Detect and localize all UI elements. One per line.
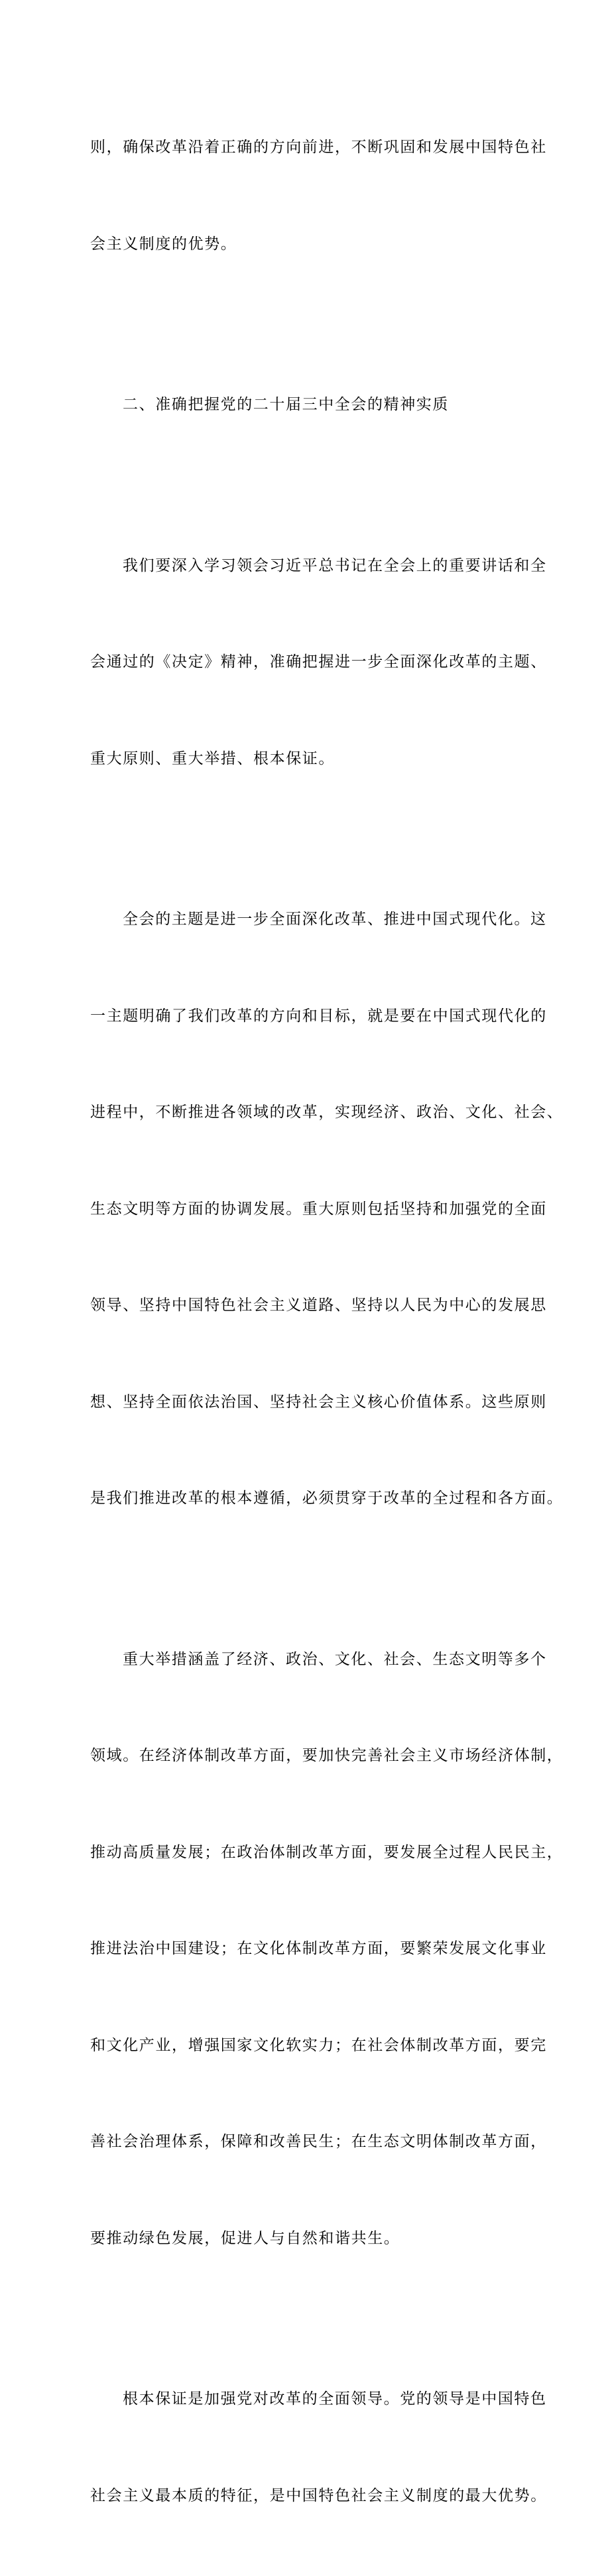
text-line: 要推动绿色发展，促进人与自然和谐共生。 (90, 2229, 400, 2247)
text-line: 全会的主题是进一步全面深化改革、推进中国式现代化。这 (123, 911, 547, 928)
text-line: 社会主义最本质的特征，是中国特色社会主义制度的最大优势。 (90, 2486, 547, 2504)
text-line: 一主题明确了我们改革的方向和目标，就是要在中国式现代化的 (90, 1007, 547, 1025)
text-line: 推进法治中国建设；在文化体制改革方面，要繁荣发展文化事业 (90, 1940, 547, 1957)
text-line: 推动高质量发展；在政治体制改革方面，要发展全过程人民民主， (90, 1843, 564, 1861)
paragraph-measures (90, 1579, 564, 2319)
paragraph-study (90, 485, 547, 840)
text-line: 根本保证是加强党对改革的全面领导。党的领导是中国特色 (123, 2390, 547, 2408)
paragraph-theme (90, 839, 564, 1579)
text-line: 会主义制度的优势。 (90, 235, 237, 253)
text-line: 则，确保改革沿着正确的方向前进，不断巩固和发展中国特色社 (90, 139, 547, 156)
document-body (90, 67, 564, 2576)
text-line: 会通过的《决定》精神，准确把握进一步全面深化改革的主题、 (90, 653, 547, 671)
text-line: 是我们推进改革的根本遵循，必须贯穿于改革的全过程和各方面。 (90, 1490, 564, 1507)
text-line: 和文化产业，增强国家文化软实力；在社会体制改革方面，要完 (90, 2036, 547, 2054)
text-line: 生态文明等方面的协调发展。重大原则包括坚持和加强党的全面 (90, 1200, 547, 1218)
text-line: 想、坚持全面依法治国、坚持社会主义核心价值体系。这些原则 (90, 1393, 547, 1411)
text-line: 领导、坚持中国特色社会主义道路、坚持以人民为中心的发展思 (90, 1297, 547, 1314)
text-line: 重大举措涵盖了经济、政治、文化、社会、生态文明等多个 (123, 1650, 547, 1668)
text-line: 重大原则、重大举措、根本保证。 (90, 749, 335, 767)
text-line: 进程中，不断推进各领域的改革，实现经济、政治、文化、社会、 (90, 1104, 564, 1121)
paragraph-guarantee (90, 2319, 547, 2576)
text-line: 二、准确把握党的二十届三中全会的精神实质 (123, 396, 449, 413)
section-heading (90, 324, 528, 485)
text-line: 我们要深入学习领会习近平总书记在全会上的重要讲话和全 (123, 556, 547, 574)
paragraph-continuation (90, 67, 547, 324)
text-line: 善社会治理体系，保障和改善民生；在生态文明体制改革方面， (90, 2133, 547, 2150)
text-line: 领域。在经济体制改革方面，要加快完善社会主义市场经济体制， (90, 1747, 564, 1764)
